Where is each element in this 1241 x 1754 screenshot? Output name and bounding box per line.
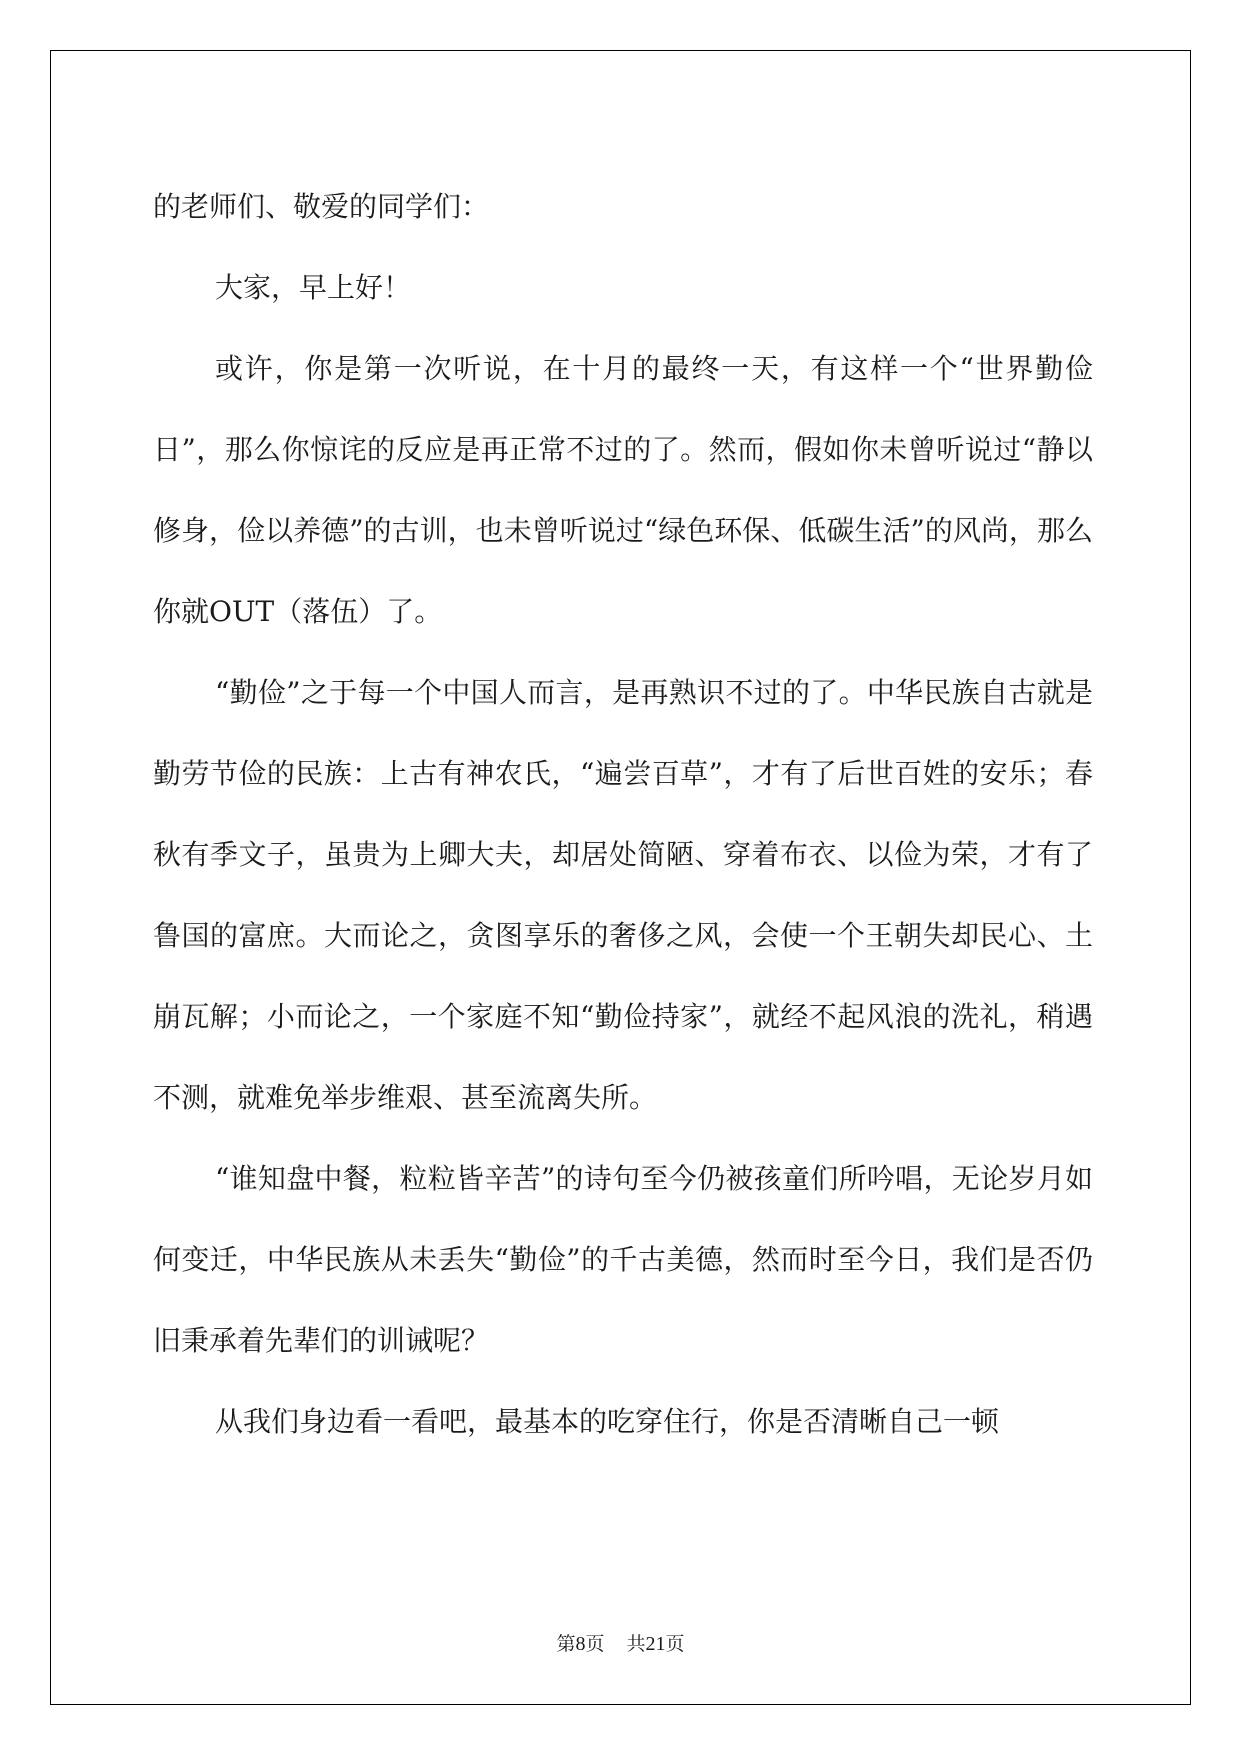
document-body [153,166,1093,1462]
total-suffix: 页 [665,1633,685,1655]
paragraph-1: 的老师们、敬爱的同学们： [153,190,490,223]
paragraph-2: 大家，早上好！ [215,271,412,304]
paragraph-6: 从我们身边看一看吧，最基本的吃穿住行，你是否清晰自己一顿 [215,1405,1000,1438]
page-footer [0,1632,1241,1656]
paragraph-4: “勤俭”之于每一个中国人而言，是再熟识不过的了。中华民族自古就是勤劳节俭的民族：上古有神农氏，“遍尝百草”，才有了后世百姓的安乐；春秋有季文子，虽贵为上卿大夫，却居处简陋、穿着布衣、以俭为荣，才有了鲁国的富庶。大而论之，贪图享乐的奢侈之风，会使一个王朝失却民心、土崩瓦解；小而论之，一个家庭不知“勤俭持家”，就经不起风浪的洗礼，稍遇不测，就难免举步维艰、甚至流离失所。 [153,676,1093,1114]
page-number: 8 [575,1633,586,1655]
page-prefix: 第 [556,1633,576,1655]
paragraph-5: “谁知盘中餐，粒粒皆辛苦”的诗句至今仍被孩童们所吟唱，无论岁月如何变迁，中华民族从未丢失“勤俭”的千古美德，然而时至今日，我们是否仍旧秉承着先辈们的训诫呢？ [153,1162,1093,1357]
paragraph-3: 或许，你是第一次听说，在十月的最终一天，有这样一个“世界勤俭日”，那么你惊诧的反应是再正常不过的了。然而，假如你未曾听说过“静以修身，俭以养德”的古训，也未曾听说过“绿色环保、低碳生活”的风尚，那么你就OUT（落伍）了。 [153,352,1093,628]
total-prefix: 共 [626,1633,646,1655]
total-pages: 21 [645,1633,666,1655]
page-suffix: 页 [585,1633,605,1655]
